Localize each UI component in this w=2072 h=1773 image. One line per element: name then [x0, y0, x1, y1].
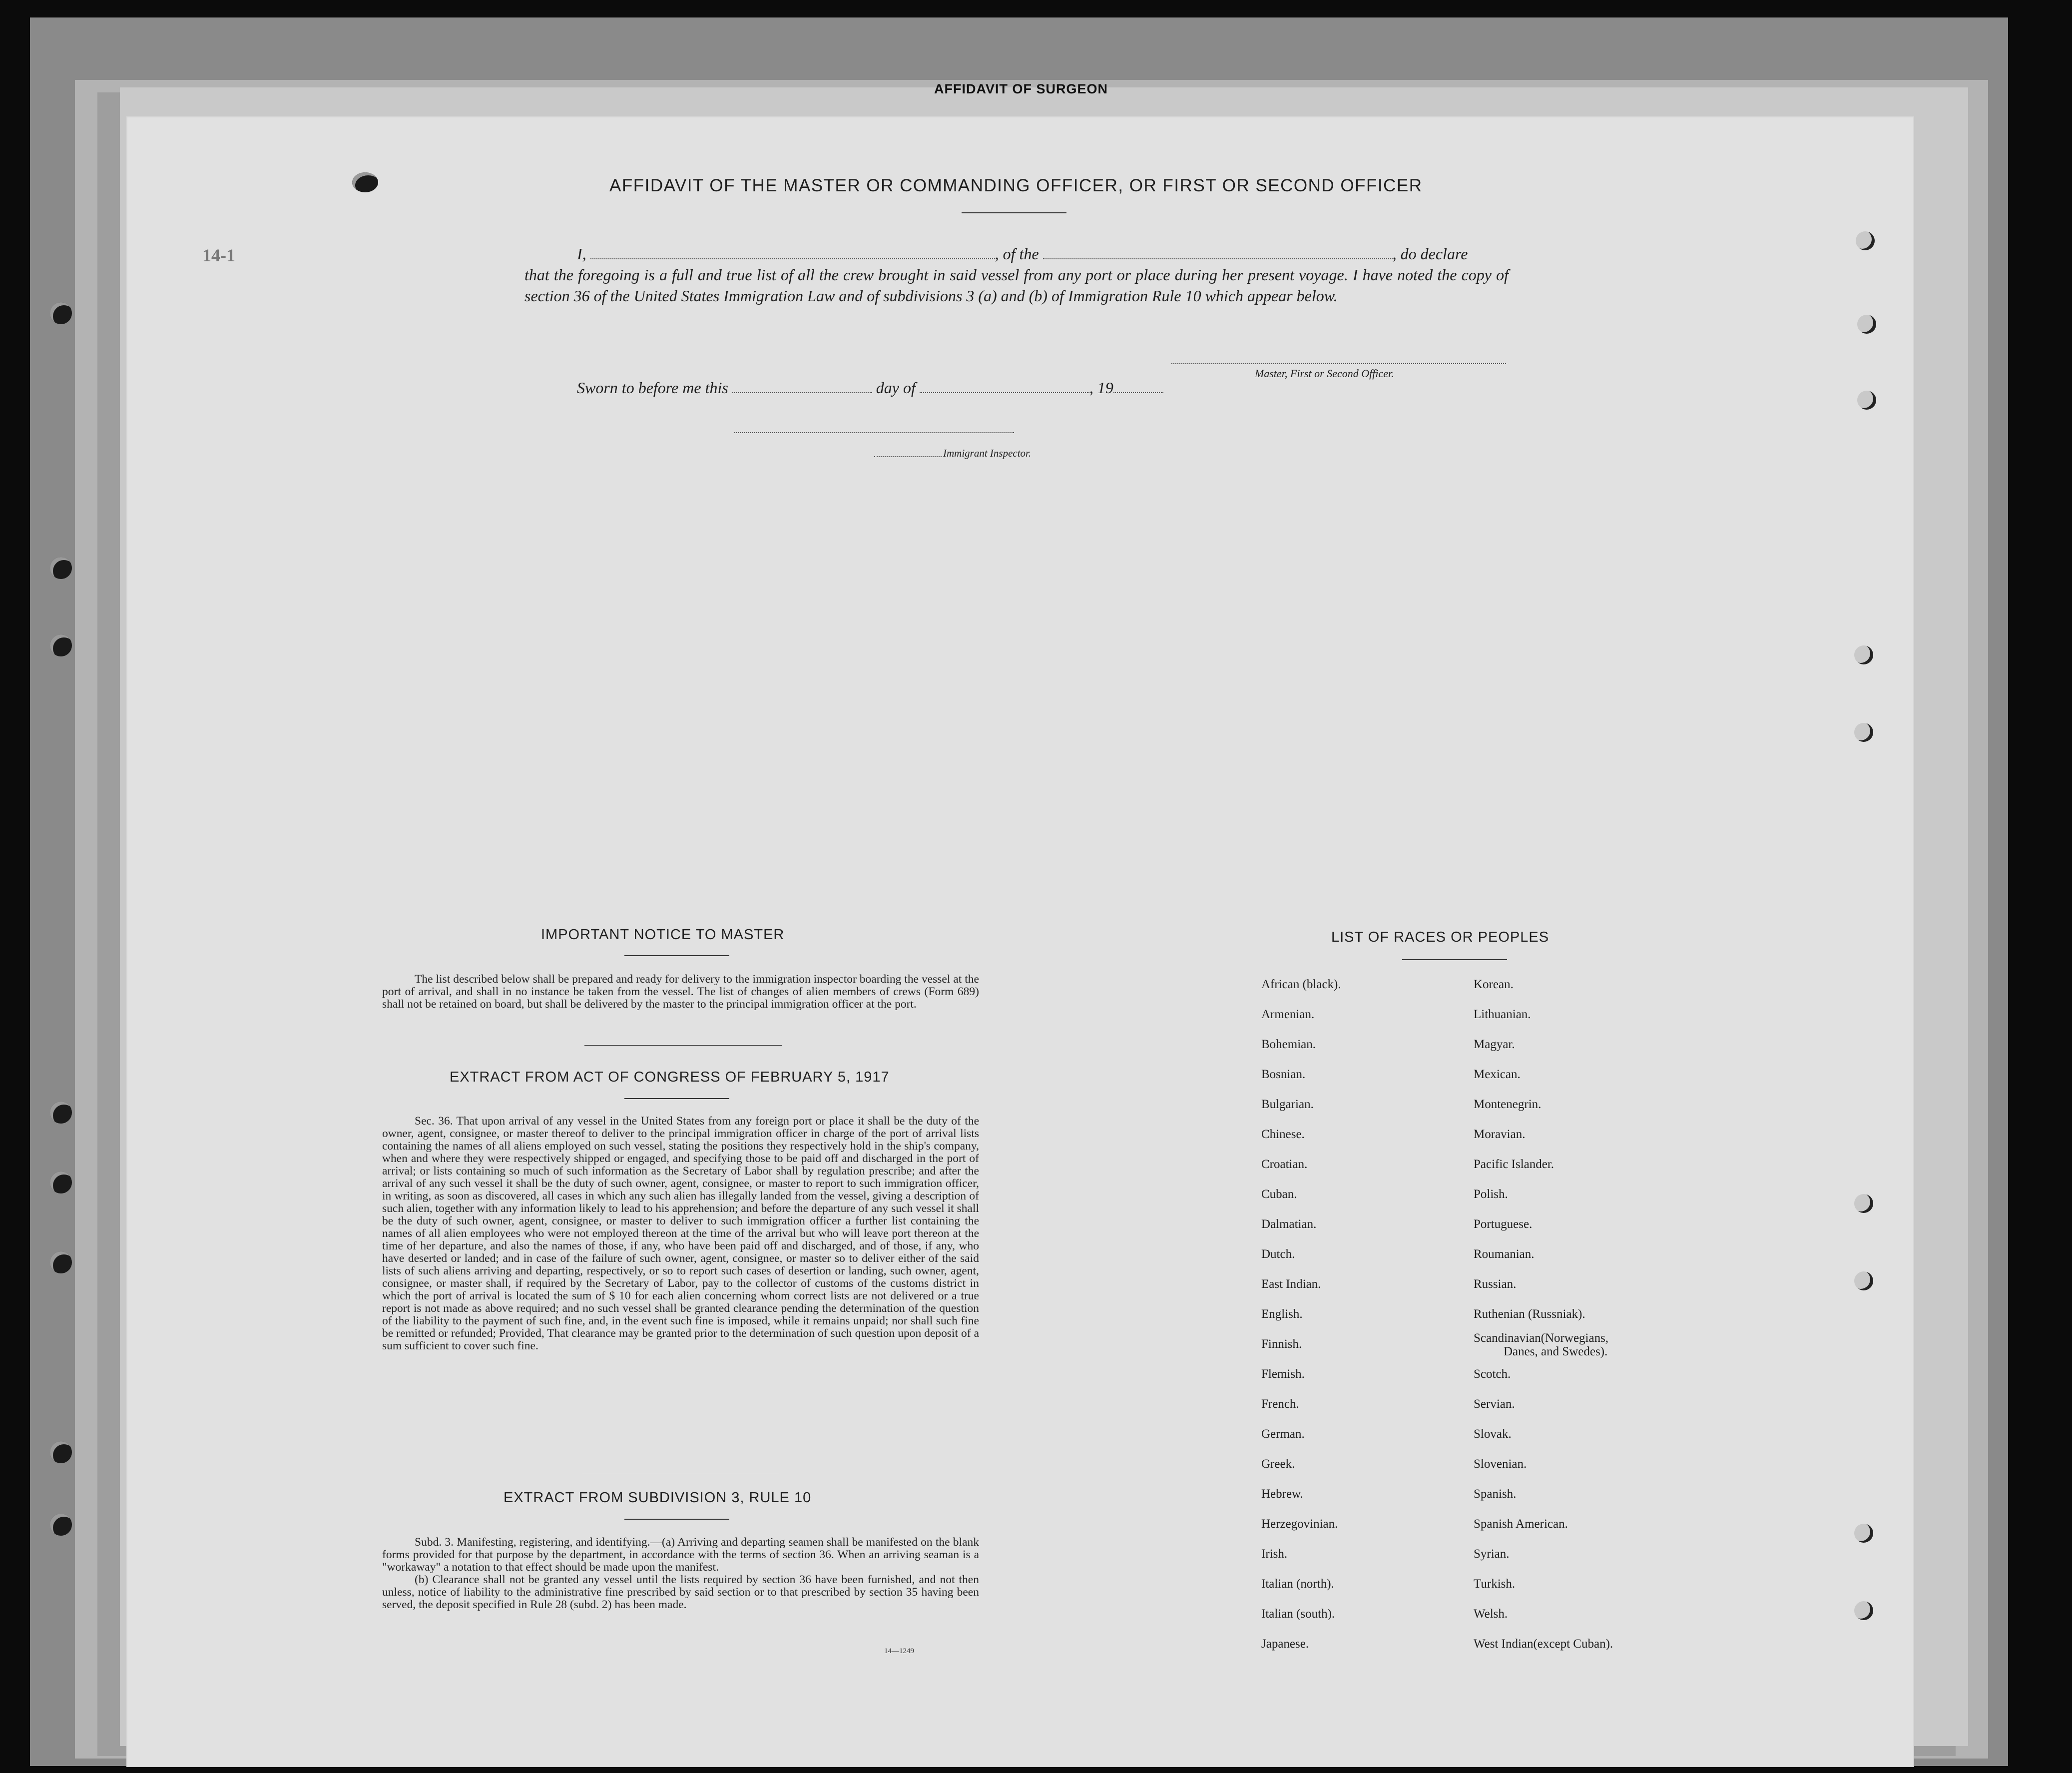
inspector-signature-line[interactable] — [734, 432, 1014, 433]
race-item: Spanish. — [1474, 1487, 1517, 1501]
race-item: Syrian. — [1474, 1547, 1510, 1561]
notice-title: IMPORTANT NOTICE TO MASTER — [541, 927, 785, 943]
race-item: English. — [1261, 1307, 1303, 1321]
affidavit-i: I, — [577, 245, 586, 263]
title-rule — [962, 212, 1066, 213]
race-item: Flemish. — [1261, 1367, 1305, 1381]
binder-hole — [1854, 1524, 1873, 1543]
act-extract-body — [382, 1115, 979, 1352]
notice-text: The list described below shall be prepared and ready for delivery to the immigration inspector boarding the vessel at the port of arrival, and shall in no instance be taken from the vessel. The list of changes of alien members of crews (Form 689) shall not be retained on board, but shall be delivered by the master to the principal immigration officer at the port. — [382, 973, 979, 1011]
race-item: African (black). — [1261, 978, 1341, 991]
rule-text-b: (b) Clearance shall not be granted any vessel until the lists required by section 36 have been furnished, and not then unless, notice of liability to the administrative fine prescribed by said section or to that prescribed by section 35 having been served, the deposit specified in Rule 28 (subd. 2) has been made. — [382, 1573, 979, 1611]
race-item: Servian. — [1474, 1397, 1515, 1411]
sworn-year-field[interactable] — [1113, 387, 1163, 393]
rule-text-a: Subd. 3. Manifesting, registering, and identifying.—(a) Arriving and departing seamen shall be manifested on the blank forms provided for that purpose by the department, in accordance with the terms of section 36. When an arriving seaman is a "workaway" a notation to that effect should be made upon the manifest. — [382, 1536, 979, 1574]
race-item: Japanese. — [1261, 1637, 1309, 1651]
race-item: Roumanian. — [1474, 1247, 1535, 1261]
binder-hole — [50, 1102, 72, 1124]
race-item: Armenian. — [1261, 1008, 1315, 1021]
race-item: Ruthenian (Russniak). — [1474, 1307, 1585, 1321]
race-item: Portuguese. — [1474, 1217, 1533, 1231]
race-item: Bulgarian. — [1261, 1098, 1314, 1111]
vessel-field[interactable] — [1043, 253, 1393, 259]
races-title: LIST OF RACES OR PEOPLES — [1331, 929, 1550, 945]
race-item: Lithuanian. — [1474, 1008, 1531, 1021]
notice-rule — [624, 955, 729, 956]
affidavit-declare: , do declare — [1392, 245, 1468, 263]
binder-hole — [1854, 645, 1873, 664]
races-column-1 — [1261, 970, 1341, 1659]
race-item: Italian (south). — [1261, 1607, 1335, 1621]
form-number: 14—1249 — [884, 1647, 914, 1655]
rule-extract-title: EXTRACT FROM SUBDIVISION 3, RULE 10 — [504, 1490, 812, 1506]
binder-hole — [1856, 231, 1875, 250]
binder-hole — [50, 1251, 72, 1273]
affidavit-title: AFFIDAVIT OF THE MASTER OR COMMANDING OFFICER, OR FIRST OR SECOND OFFICER — [609, 176, 1423, 195]
sworn-month-field[interactable] — [920, 387, 1089, 393]
race-item: Italian (north). — [1261, 1577, 1334, 1591]
master-signature-line[interactable] — [1171, 363, 1506, 364]
race-item: Montenegrin. — [1474, 1098, 1542, 1111]
race-item: Bosnian. — [1261, 1068, 1306, 1081]
binder-hole — [50, 634, 72, 656]
binder-hole — [1857, 391, 1876, 410]
notice-body — [382, 973, 979, 1011]
act-extract-title: EXTRACT FROM ACT OF CONGRESS OF FEBRUARY 5, 1917 — [450, 1069, 890, 1085]
race-item: Turkish. — [1474, 1577, 1516, 1591]
affidavit-body — [524, 243, 1509, 306]
affidavit-statement: that the foregoing is a full and true list of all the crew brought in said vessel from any port or place during her present voyage. I have noted the copy of section 36 of the United States Immigration Law and of subdivisions 3 (a) and (b) of Immigration Rule 10 which appear below. — [524, 266, 1509, 305]
race-item: East Indian. — [1261, 1277, 1321, 1291]
binder-hole — [1854, 1601, 1873, 1620]
races-column-2 — [1474, 970, 1613, 1659]
master-caption: Master, First or Second Officer. — [1255, 367, 1394, 380]
binder-hole — [50, 1441, 72, 1463]
binder-hole — [1854, 1194, 1873, 1213]
race-item: Magyar. — [1474, 1038, 1515, 1051]
race-item: Slovak. — [1474, 1427, 1512, 1441]
race-item: Russian. — [1474, 1277, 1517, 1291]
race-item: French. — [1261, 1397, 1299, 1411]
section-divider — [584, 1045, 782, 1046]
binder-hole — [1854, 1271, 1873, 1290]
race-item: Mexican. — [1474, 1068, 1521, 1081]
race-item: Slovenian. — [1474, 1457, 1527, 1471]
race-item: German. — [1261, 1427, 1305, 1441]
race-item: Scandinavian(Norwegians, Danes, and Swedes). — [1474, 1331, 1609, 1358]
race-item: West Indian(except Cuban). — [1474, 1637, 1613, 1651]
rule-rule — [624, 1519, 729, 1520]
race-item: Greek. — [1261, 1457, 1295, 1471]
race-item: Welsh. — [1474, 1607, 1508, 1621]
inspector-caption: Immigrant Inspector. — [943, 447, 1032, 459]
inspector-dots — [874, 456, 942, 457]
blot-mark — [352, 172, 378, 192]
race-item: Croatian. — [1261, 1158, 1308, 1171]
sworn-year: , 19 — [1089, 379, 1113, 397]
binder-hole — [50, 557, 72, 579]
races-rule — [1402, 959, 1507, 960]
race-item: Polish. — [1474, 1187, 1508, 1201]
binder-hole — [50, 302, 72, 324]
rule-extract-body — [382, 1536, 979, 1611]
race-item: Pacific Islander. — [1474, 1158, 1554, 1171]
race-item: Dutch. — [1261, 1247, 1295, 1261]
race-item: Scotch. — [1474, 1367, 1511, 1381]
affidavit-of-the: , of the — [995, 245, 1039, 263]
binder-hole — [1857, 315, 1876, 334]
race-item: Dalmatian. — [1261, 1217, 1317, 1231]
race-item: Finnish. — [1261, 1337, 1302, 1351]
race-item: Cuban. — [1261, 1187, 1297, 1201]
sworn-prefix: Sworn to before me this — [577, 379, 728, 397]
form-page — [127, 117, 1913, 1766]
sworn-day-field[interactable] — [732, 387, 872, 393]
act-rule — [624, 1098, 729, 1099]
margin-mark: 14-1 — [202, 245, 235, 265]
race-item: Moravian. — [1474, 1128, 1526, 1141]
surgeon-affidavit-tab: AFFIDAVIT OF SURGEON — [934, 81, 1108, 96]
name-field[interactable] — [590, 253, 995, 259]
race-item: Spanish American. — [1474, 1517, 1568, 1531]
race-item: Hebrew. — [1261, 1487, 1303, 1501]
race-item: Herzegovinian. — [1261, 1517, 1338, 1531]
sworn-day-of: day of — [876, 379, 916, 397]
race-item: Bohemian. — [1261, 1038, 1316, 1051]
binder-hole — [1854, 723, 1873, 742]
race-item: Korean. — [1474, 978, 1514, 991]
race-item: Chinese. — [1261, 1128, 1305, 1141]
sworn-statement — [577, 379, 1163, 397]
act-text: Sec. 36. That upon arrival of any vessel in the United States from any foreign port or place it shall be the duty of the owner, agent, consignee, or master thereof to deliver to the principal immigration officer in charge of the port of arrival lists containing the names of all aliens employed on such vessel, stating the positions they respectively hold in the ship's company, when and where they were respectively shipped or engaged, and specifying those to be paid off and discharged in the port of arrival; or lists containing so much of such information as the Secretary of Labor shall by regulation prescribe; and after the arrival of any such vessel it shall be the duty of such owner, agent, consignee, or master to report to such immigration officer, in writing, as soon as discovered, all cases in which any such alien has illegally landed from the vessel, giving a description of such alien, together with any information likely to lead to his apprehension; and before the departure of any such vessel it shall be the duty of such owner, agent, consignee, or master to deliver to such immigration officer a further list containing the names of all alien employees who were not employed thereon at the time of the arrival but who will leave port thereon at the time of her departure, and also the names of those, if any, who have been paid off and discharged, and of those, if any, who have deserted or landed; and in case of the failure of such owner, agent, consignee, or master so to deliver either of the said lists of such aliens arriving and departing, respectively, or so to report such cases of desertion or landing, such owner, agent, consignee, or master shall, if required by the Secretary of Labor, pay to the collector of customs of the customs district in which the port of arrival is located the sum of $ 10 for each alien concerning whom correct lists are not delivered or a true report is not made as above required; and no such vessel shall be granted clearance pending the determination of the question of the liability to the payment of such fine, and, in the event such fine is imposed, while it remains unpaid; nor shall such fine be remitted or refunded; Provided, That clearance may be granted prior to the determination of such question upon deposit of a sum sufficient to cover such fine. — [382, 1115, 979, 1352]
race-item: Irish. — [1261, 1547, 1288, 1561]
binder-hole — [50, 1514, 72, 1536]
binder-hole — [50, 1172, 72, 1193]
